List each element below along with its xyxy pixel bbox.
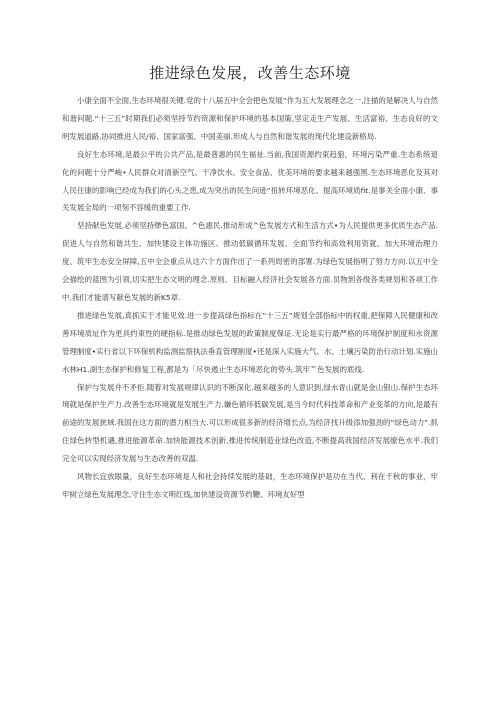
document-body [62,92,438,504]
paragraph-4: 推进绿色发展,真抓实干才能见效.进一步提高绿色指标在“十三五”规划全部指标中的权重,把保障人民健康和改善环境质址作为更具约束性的硬指标.是推动绿色发展的政策制度保证.无论是实行最严格的环境保护制度和水资源管理制度•实行省以下环保机构监测监察执法垂直管理制度•还是深入实施大气、水、土壤污染防治行动计划.实施山水林H1.湖生态保护和修复工程,都是为「尽快遏止生态环境恶化的势头.筑牢ᄃ色发展的底线. [62,310,438,374]
paragraph-5: 保护与发展并不矛拒.随着对发展规律认识的不断深化.越来越多的人意识到,绿水青山就是金山银山.保护生态环境就是保护生产力.改善生态环境就是发展生产力.嫌色循环低碳发展,是当今时代科技革命和产业变革的方向,是最有前途的发展狭域.我国在这方面的潜力相当大.可以形成很多新的经济增长点,为经济找升级添加强劲的“绿色动力”.抓住绿色转型机遇,推进能源革命.加快能源技术创新,推进传统制造业绿色改造,不断提高我国经济发展缭色水平.我们完全可以实现经济发展与生态改善的双温. [62,382,438,464]
document-title: 推进绿色发展，改善生态环境 [149,64,351,82]
paragraph-2: 良好生态环境,是最公平的公共产品,是最普惠的民生福祉.当前,我国资源约束趋狼，环境污染严重.生态系统退化的问题十分严峻•人民群众对清新空气、干净饮水、安全食品、优美环境的要求越来越强黑.生态环境恶化及其对人民住康的影响已经成为我们的心头之患,成为突出的民生问逊“扭转环境恶化、提高环境质fit.是事关全面小康、事关发展全局的一项刻不容缓的重要工作. [62,149,438,213]
paragraph-6: 风物长宜放眼量，良好生态环境是人和社会持续发展的基础，生态环境保护是功在当代、利在千秋的事业，牢牢树立绿色发展理念,守住生态文明红线,加快建设资源节约鞭、环境友好型 [62,472,438,499]
paragraph-1: 小康全面不全面,生态环境很关键.党的十八届五中全会把色发展”作为五大发展理念之一,注描的是解决人与自然和谐问题.“十三五”时期我们必须坚持节约资源和保护环境的基本国策,坚定走生产发展、生活富裕、生态良好的文明发展道路,协同推进人民/裕、国家富强、中国美丽.形成人与自然和谐发展的现代化建设新格局. [62,96,438,141]
paragraph-3: 坚持献色发展,必须坚持缈色富国、^色惠民.推动形成^色发展方式和生活方式•为人民提供更多优质生态产品.促进人与自然和谐共生、加快建设主体功施区、推动低碳循环发展、全面节约和高效利用资就、加大环境治理力度、筑牢生态安全屏障,五中全会重点从这六个方面作出了一系列周密的部署.为绿色发展指明了努力方向.以五中全会描绘的蓝图为引领,切实把生态文明的理念.原则、目标融入经济社会发展各方面.员物到各级各类规划和各项工作中.我们才能谱写献色发展的新K5章. [62,221,438,302]
